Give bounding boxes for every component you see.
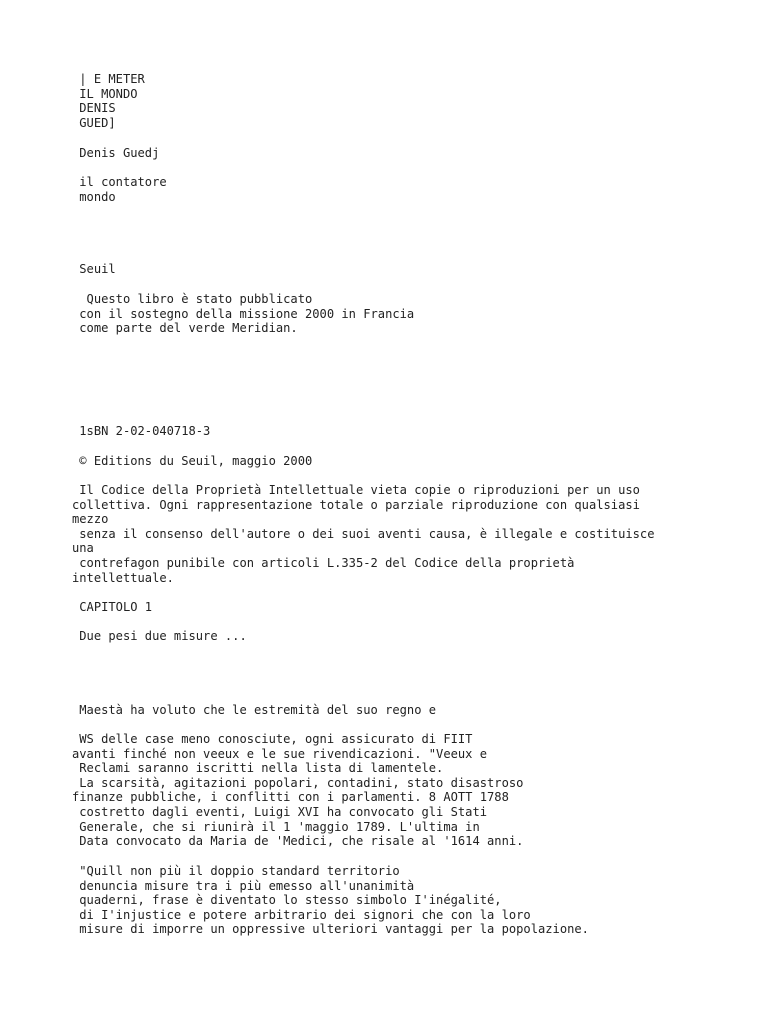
chapter-title: Due pesi due misure ...	[72, 629, 247, 643]
publisher-name: Seuil	[72, 262, 116, 276]
paragraph-3: "Quill non più il doppio standard territorio denuncia misure tra i più emesso all'unanimità quaderni, frase è diventato lo stesso simbolo I'inégalité, di I'injustice e potere arbitrario dei signori che con la loro misure di imporre un oppressive ulteriori vantaggi per la popolazione.	[79, 864, 589, 937]
copyright-line: © Editions du Seuil, maggio 2000	[72, 454, 313, 468]
title-block: | E METER IL MONDO DENIS GUED]	[79, 72, 145, 130]
chapter-heading: CAPITOLO 1	[72, 600, 153, 614]
legal-notice: Il Codice della Proprietà Intellettuale vieta copie o riproduzioni per un uso collettiva. Ogni rappresentazione totale o parziale riproduzione con qualsiasi mezzo senza il consenso dell'autore o dei suoi aventi causa, è illegale e costituisce una contrefagon punibile con articoli L.335-2 del Codice della proprietà intellettuale.	[72, 483, 655, 585]
publication-note: Questo libro è stato pubblicato con il sostegno della missione 2000 in Francia come parte del verde Meridian.	[79, 292, 415, 336]
isbn-line: 1sBN 2-02-040718-3	[72, 424, 211, 438]
paragraph-2: WS delle case meno conosciute, ogni assicurato di FIIT avanti finché non veeux e le sue rivendicazioni. "Veeux e Reclami saranno iscritti nella lista di lamentele. La scarsità, agitazioni popolari, contadini, stato disastroso finanze pubbliche, i conflitti con i parlamenti. 8 AOTT 1788 costretto dagli eventi, Luigi XVI ha convocato gli Stati Generale, che si riunirà il 1 'maggio 1789. L'ultima in Data convocato da Maria de 'Medici, che risale al '1614 anni.	[72, 732, 524, 849]
paragraph-1: Maestà ha voluto che le estremità del suo regno e	[72, 703, 437, 717]
author-name: Denis Guedj	[72, 146, 160, 160]
book-subtitle: il contatore mondo	[79, 175, 167, 204]
